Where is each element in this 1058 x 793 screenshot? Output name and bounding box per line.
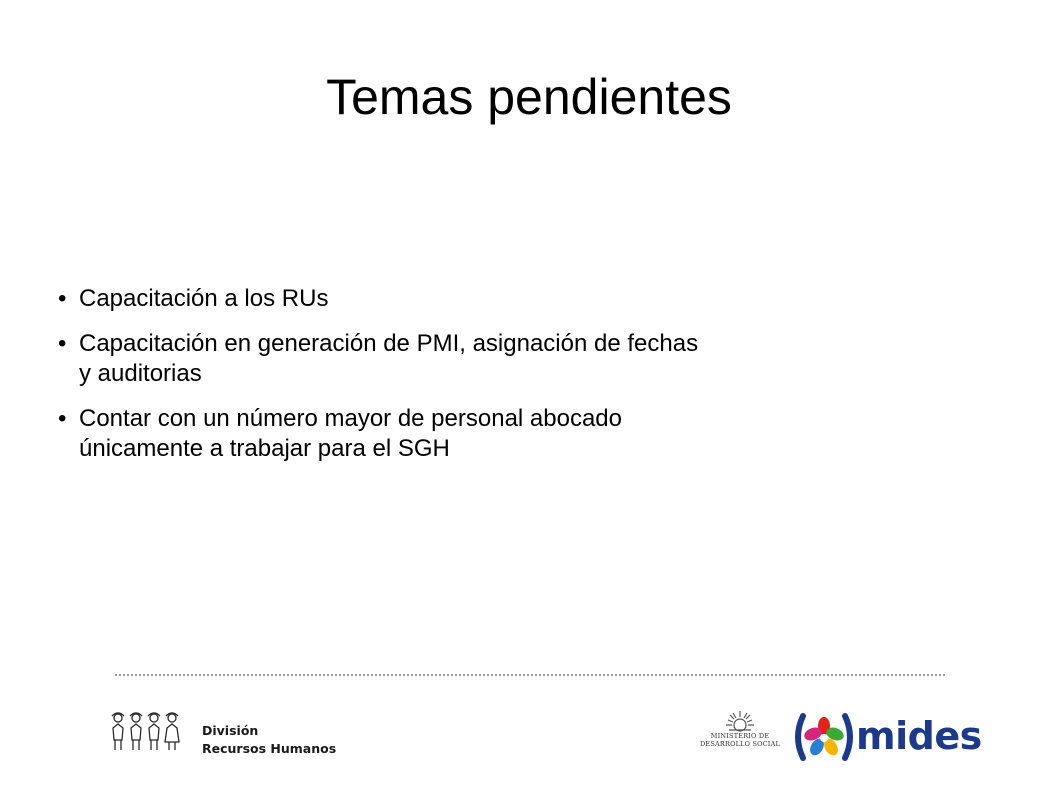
bullet-text-line: Capacitación a los RUs [79,285,329,312]
bullet-dot: • [58,330,67,357]
bullet-item [58,284,958,314]
footer-divider [115,674,945,676]
ministry-line: DESARROLLO SOCIAL [700,740,780,748]
bullet-item [58,404,958,464]
bullet-dot: • [58,285,67,312]
slide-title: Temas pendientes [326,69,732,125]
ministry-label [699,732,781,748]
ministry-line: MINISTERIO DE [710,732,770,740]
bullet-text-line: únicamente a trabajar para el SGH [79,435,450,462]
bullet-list [58,284,958,479]
mides-wordmark: mides [856,714,982,758]
star-flower-icon [793,712,855,762]
division-label [202,722,336,758]
bullet-text-line: Capacitación en generación de PMI, asignación de fechas [79,330,699,357]
bullet-text-line: Contar con un número mayor de personal abocado [79,405,622,432]
division-line: Recursos Humanos [202,741,337,756]
bullet-text-line: y auditorias [79,360,202,387]
people-icon [108,708,188,758]
bullet-item [58,329,958,389]
division-line: División [202,723,259,738]
bullet-dot: • [58,405,67,432]
